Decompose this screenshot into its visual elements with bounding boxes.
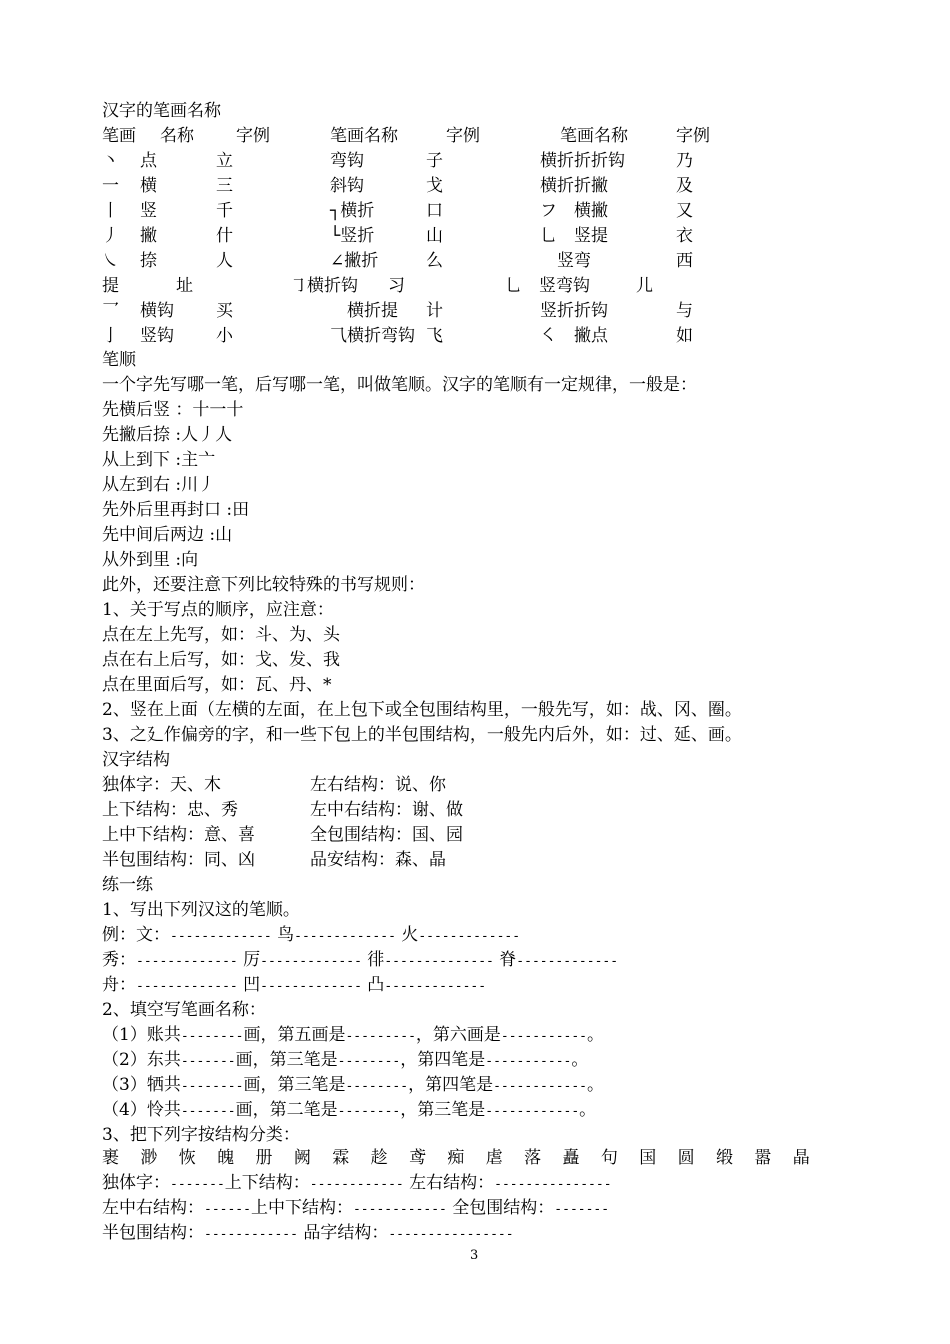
line-text: ，第四笔是 — [400, 1050, 486, 1070]
sort-character: 落 — [524, 1148, 542, 1168]
paragraph: 3、之廴作偏旁的字，和一些下包上的半包围结构，一般先内后外，如：过、延、画。 — [102, 725, 742, 745]
table-cell: 址 — [176, 276, 193, 296]
table-header: 笔画名称 — [560, 126, 628, 146]
rule-line: 从上到下 :主亠 — [102, 450, 216, 470]
blank-line[interactable]: ------------ — [309, 1177, 404, 1192]
line-text: 。 — [579, 1100, 597, 1120]
section-heading: 练一练 — [102, 875, 153, 895]
table-cell: 竖弯 — [540, 251, 591, 271]
structure-item: 上下结构：忠、秀 — [102, 800, 238, 820]
sort-character: 国 — [639, 1148, 657, 1168]
blank-line[interactable]: ------------- — [136, 979, 238, 994]
table-cell: 三 — [216, 176, 233, 196]
sort-character: 虐 — [485, 1148, 503, 1168]
table-cell: 山 — [426, 226, 443, 246]
blank-line[interactable]: -------- — [180, 1079, 244, 1094]
table-cell: 竖 — [140, 201, 157, 221]
table-cell: 儿 — [636, 276, 653, 296]
line-text: 品字结构： — [297, 1223, 389, 1243]
table-header: 字例 — [676, 126, 710, 146]
table-cell: ∠撇折 — [330, 251, 379, 271]
blank-line[interactable]: ---------------- — [388, 1227, 514, 1242]
table-cell: 口 — [426, 201, 443, 221]
table-cell: 又 — [676, 201, 693, 221]
table-header: 笔画 — [102, 126, 136, 146]
table-cell: 斜钩 — [330, 176, 364, 196]
blank-line[interactable]: ------------- — [294, 929, 396, 944]
blank-line[interactable]: ------- — [170, 1177, 225, 1192]
line-text: 画，第二笔是 — [235, 1100, 338, 1120]
rule-line: 点在里面后写，如：瓦、丹、* — [102, 675, 332, 695]
sort-character: 趁 — [370, 1148, 388, 1168]
sort-character: 鸢 — [409, 1148, 426, 1168]
answer-line — [102, 950, 618, 972]
structure-item: 品安结构：森、晶 — [310, 850, 446, 870]
answer-line — [102, 925, 520, 947]
blank-line[interactable]: ------------ — [485, 1104, 580, 1119]
blank-line[interactable]: ------------- — [136, 954, 238, 969]
blank-line[interactable]: ------------- — [516, 954, 619, 969]
table-cell: 乚 竖提 — [540, 226, 608, 246]
sort-character: 裹 — [102, 1148, 119, 1168]
blank-line[interactable]: ------------ — [204, 1227, 298, 1242]
sort-character: 句 — [600, 1148, 618, 1168]
paragraph: 1、关于写点的顺序，应注意： — [102, 600, 334, 620]
sort-character: 痴 — [447, 1148, 465, 1168]
blank-line[interactable]: ------------ — [493, 1079, 587, 1094]
rule-line: 从外到里 :向 — [102, 550, 199, 570]
sort-character: 渺 — [140, 1148, 158, 1168]
table-cell: 么 — [426, 251, 443, 271]
line-text: 厉 — [237, 950, 261, 970]
line-text: ，第六画是 — [415, 1025, 501, 1045]
line-text: （2）东共 — [102, 1050, 181, 1070]
table-header: 字例 — [236, 126, 270, 146]
table-cell: 一 — [102, 176, 119, 196]
sort-character: 缎 — [716, 1148, 733, 1168]
question: 1、写出下列汉这的笔顺。 — [102, 900, 300, 920]
blank-line[interactable]: --------------- — [494, 1177, 612, 1192]
section-heading: 笔顺 — [102, 350, 136, 370]
table-cell: 乃 — [676, 151, 693, 171]
rule-line: 从左到右 :川丿 — [102, 475, 216, 495]
structure-item: 独体字：天、木 — [102, 775, 221, 795]
table-cell: 戈 — [426, 176, 443, 196]
blank-line[interactable]: -------------- — [384, 954, 494, 969]
table-cell: 西 — [676, 251, 693, 271]
table-cell: 子 — [426, 151, 443, 171]
line-text: 上中下结构： — [250, 1198, 353, 1218]
table-cell: 横钩 — [140, 301, 174, 321]
question: 2、填空写笔画名称： — [102, 1000, 266, 1020]
answer-line — [102, 1075, 604, 1097]
table-cell: ㇆横折钩 — [290, 276, 358, 296]
table-cell: 习 — [388, 276, 405, 296]
sort-character: 圆 — [677, 1148, 695, 1168]
table-header: 字例 — [446, 126, 480, 146]
table-cell: 飞 — [426, 326, 443, 346]
table-cell: ㇛ 撇点 — [540, 326, 608, 346]
table-header: 笔画名称 — [330, 126, 398, 146]
table-header: 名称 — [160, 126, 194, 146]
line-text: 。 — [587, 1025, 604, 1045]
line-text: ，第四笔是 — [408, 1075, 494, 1095]
table-cell: 什 — [216, 226, 233, 246]
table-cell: 乚 竖弯钩 — [505, 276, 590, 296]
page-number: 3 — [470, 1248, 479, 1263]
structure-item: 上中下结构：意、喜 — [102, 825, 255, 845]
table-cell: 捺 — [140, 251, 157, 271]
blank-line[interactable]: ----------- — [500, 1029, 587, 1044]
answer-line — [102, 1173, 612, 1195]
table-cell: 与 — [676, 301, 693, 321]
table-cell: フ 横撇 — [540, 201, 608, 221]
sort-character: 晶 — [792, 1148, 810, 1168]
blank-line[interactable]: ------------ — [352, 1202, 447, 1217]
rule-line: 点在左上先写，如：斗、为、头 — [102, 625, 340, 645]
answer-line — [102, 975, 486, 997]
line-text: 上下结构： — [224, 1173, 310, 1193]
sort-character: 霖 — [332, 1148, 350, 1168]
sort-character: 魄 — [217, 1148, 235, 1168]
line-text: 凹 — [237, 975, 261, 995]
blank-line[interactable]: -------- — [337, 1104, 401, 1119]
line-text: 半包围结构： — [102, 1223, 204, 1243]
blank-line[interactable]: ------------- — [170, 929, 272, 944]
table-cell: ㇏ — [102, 251, 119, 271]
line-text: 。 — [571, 1050, 589, 1070]
line-text: （3）牺共 — [102, 1075, 181, 1095]
table-cell: 弯钩 — [330, 151, 364, 171]
table-cell: 横 — [140, 176, 157, 196]
blank-line[interactable]: ------ — [204, 1202, 251, 1217]
answer-line — [102, 1223, 514, 1245]
blank-line[interactable]: -------- — [345, 1079, 409, 1094]
table-cell: 立 — [216, 151, 233, 171]
table-cell: 横折折折钩 — [540, 151, 625, 171]
blank-line[interactable]: ------------- — [260, 979, 362, 994]
line-text: 画，第五画是 — [243, 1025, 346, 1045]
line-text: ，第三笔是 — [400, 1100, 486, 1120]
answer-line — [102, 1100, 596, 1122]
rule-line: 先外后里再封口 :田 — [102, 500, 250, 520]
paragraph: 此外，还要注意下列比较特殊的书写规则： — [102, 575, 425, 595]
line-text: 画，第三笔是 — [235, 1050, 338, 1070]
line-text: 舟： — [102, 975, 136, 995]
table-cell: 如 — [676, 326, 693, 346]
line-text: 画，第三笔是 — [243, 1075, 346, 1095]
rule-line: 点在右上后写，如：戈、发、我 — [102, 650, 340, 670]
table-cell: 人 — [216, 251, 233, 271]
table-cell: 丨 — [102, 201, 119, 221]
structure-item: 半包围结构：同、凶 — [102, 850, 255, 870]
blank-line[interactable]: -------- — [180, 1029, 244, 1044]
sort-character: 册 — [255, 1148, 273, 1168]
table-cell: 千 — [216, 201, 233, 221]
sort-character: 嚣 — [754, 1148, 772, 1168]
table-cell: 计 — [426, 301, 443, 321]
section-heading: 汉字结构 — [102, 750, 170, 770]
blank-line[interactable]: ------- — [180, 1104, 236, 1119]
line-text: 鸟 — [271, 925, 295, 945]
table-cell: 乛 — [102, 301, 119, 321]
structure-item: 左右结构：说、你 — [310, 775, 446, 795]
paragraph: 一个字先写哪一笔，后写哪一笔，叫做笔顺。汉字的笔顺有一定规律，一般是： — [102, 375, 697, 395]
line-text: 左右结构： — [403, 1173, 495, 1193]
table-cell: 竖钩 — [140, 326, 174, 346]
line-text: 独体字： — [102, 1173, 170, 1193]
line-text: 凸 — [361, 975, 385, 995]
table-cell: 提 — [102, 276, 119, 296]
paragraph: 2、竖在上面（左横的左面，在上包下或全包围结构里，一般先写，如：战、冈、圈。 — [102, 700, 742, 720]
answer-line — [102, 1025, 604, 1047]
answer-line — [102, 1198, 609, 1220]
table-cell: 竖折折钩 — [540, 301, 608, 321]
line-text: （4）怜共 — [102, 1100, 181, 1120]
blank-line[interactable]: ------------- — [384, 979, 487, 994]
line-text: 脊 — [493, 950, 517, 970]
table-cell: 买 — [216, 301, 233, 321]
table-cell: 丿 — [102, 226, 119, 246]
blank-line[interactable]: --------- — [345, 1029, 416, 1044]
table-cell: 小 — [216, 326, 233, 346]
rule-line: 先中间后两边 :山 — [102, 525, 233, 545]
line-text: 。 — [587, 1075, 604, 1095]
table-cell: ⺄横折弯钩 — [330, 326, 415, 346]
line-text: 例：文： — [102, 925, 170, 945]
line-text: 全包围结构： — [446, 1198, 555, 1218]
blank-line[interactable]: ------------- — [260, 954, 362, 969]
blank-line[interactable]: ------- — [180, 1054, 236, 1069]
question: 3、把下列字按结构分类： — [102, 1125, 300, 1145]
rule-line: 先撇后捺 :人丿人 — [102, 425, 233, 445]
line-text: （1）账共 — [102, 1025, 181, 1045]
sort-character: 恢 — [178, 1148, 196, 1168]
structure-item: 全包围结构：国、园 — [310, 825, 463, 845]
sort-character: 矗 — [562, 1148, 580, 1168]
table-cell: 亅 — [102, 326, 119, 346]
character-list — [102, 1148, 810, 1168]
structure-item: 左中右结构：谢、做 — [310, 800, 463, 820]
table-cell: 横折折撇 — [540, 176, 608, 196]
table-cell: 横折提 — [330, 301, 398, 321]
table-cell: 及 — [676, 176, 693, 196]
blank-line[interactable]: -------- — [337, 1054, 401, 1069]
table-cell: 丶 — [102, 151, 119, 171]
table-cell: ┐横折 — [330, 201, 375, 221]
table-cell: 衣 — [676, 226, 693, 246]
page-title: 汉字的笔画名称 — [102, 101, 221, 121]
line-text: 秀： — [102, 950, 136, 970]
sort-character: 阙 — [293, 1148, 311, 1168]
rule-line: 先横后竖 ：十一十 — [102, 400, 244, 420]
table-cell: 撇 — [140, 226, 157, 246]
blank-line[interactable]: ------- — [554, 1202, 610, 1217]
blank-line[interactable]: ------------- — [418, 929, 521, 944]
line-text: 左中右结构： — [102, 1198, 204, 1218]
blank-line[interactable]: ----------- — [485, 1054, 572, 1069]
table-cell: 点 — [140, 151, 157, 171]
table-cell: └竖折 — [330, 226, 375, 246]
line-text: 徘 — [361, 950, 385, 970]
answer-line — [102, 1050, 588, 1072]
line-text: 火 — [395, 925, 419, 945]
